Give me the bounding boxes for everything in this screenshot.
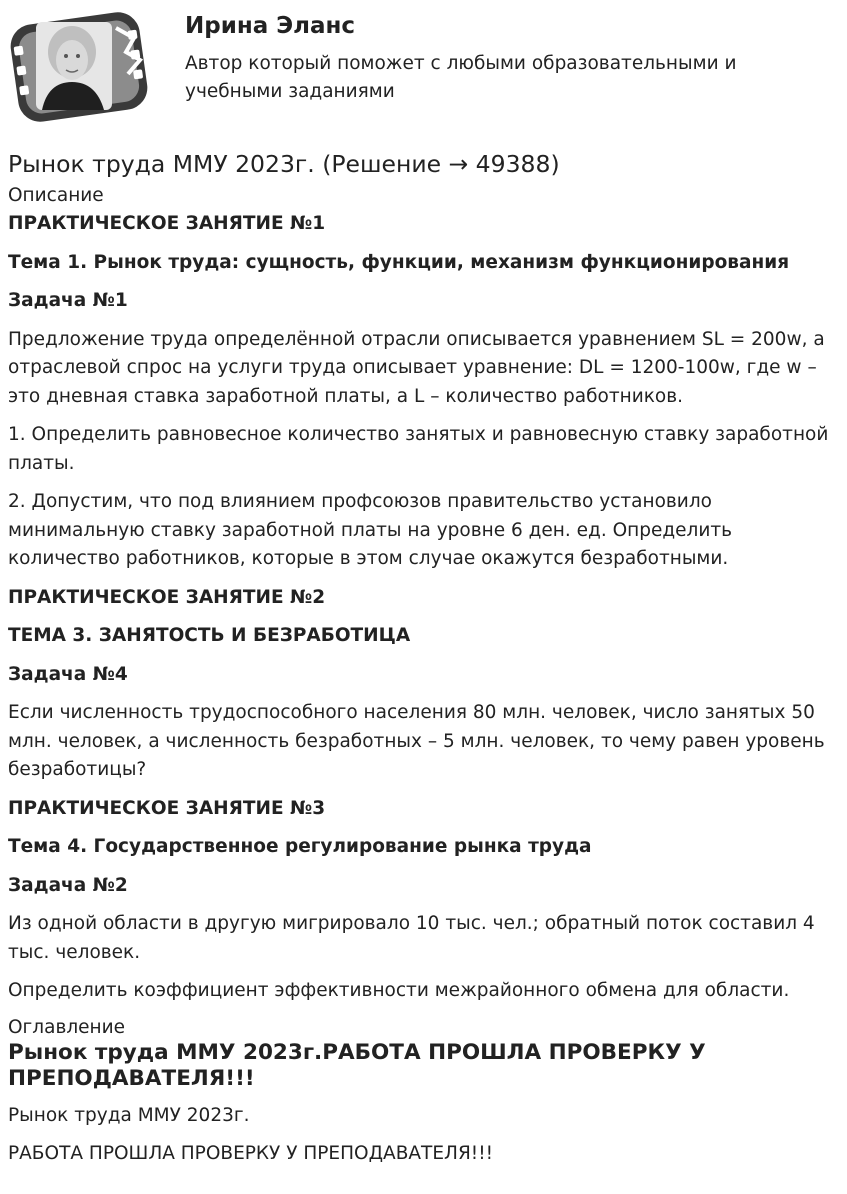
task-question-efficiency: Определить коэффициент эффективности межрайонного обмена для области. xyxy=(8,980,790,1001)
task-text-4: Если численность трудоспособного населения 80 млн. человек, число занятых 50 млн. человек, а численность безработных – 5 млн. человек, то чему равен уровень безработицы? xyxy=(8,702,825,780)
toc-label: Оглавление xyxy=(8,1016,126,1038)
practice-heading-1: ПРАКТИЧЕСКОЕ ЗАНЯТИЕ №1 xyxy=(8,213,326,234)
task-text-1: Предложение труда определённой отрасли описывается уравнением SL = 200w, а отраслевой спрос на услуги труда описывает уравнение: DL = 1200-100w, где w – это дневная ставка заработной платы, а L – количество работников. xyxy=(8,328,825,407)
document-content xyxy=(8,148,840,1179)
description-label: Описание xyxy=(8,185,104,206)
task-text-2: Из одной области в другую мигрировало 10 тыс. чел.; обратный поток составил 4 тыс. человек. xyxy=(8,913,815,963)
task-heading-2: Задача №2 xyxy=(8,874,128,896)
author-name: Ирина Эланс xyxy=(185,13,356,39)
topic-heading-1: Тема 1. Рынок труда: сущность, функции, механизм функционирования xyxy=(8,251,790,273)
author-header xyxy=(8,8,838,128)
topic-heading-3: ТЕМА 3. ЗАНЯТОСТЬ И БЕЗРАБОТИЦА xyxy=(8,625,411,646)
practice-heading-2: ПРАКТИЧЕСКОЕ ЗАНЯТИЕ №2 xyxy=(8,586,326,608)
task-heading-1: Задача №1 xyxy=(8,290,128,311)
author-avatar xyxy=(8,8,150,126)
task-heading-4: Задача №4 xyxy=(8,663,128,685)
practice-heading-3: ПРАКТИЧЕСКОЕ ЗАНЯТИЕ №3 xyxy=(8,797,326,819)
toc-line-2: РАБОТА ПРОШЛА ПРОВЕРКУ У ПРЕПОДАВАТЕЛЯ!!! xyxy=(8,1143,494,1164)
task-question-2: 2. Допустим, что под влиянием профсоюзов правительство установило минимальную ставку заработной платы на уровне 6 ден. ед. Определить количество работников, которые в этом случае окажутся безработными. xyxy=(8,491,733,569)
topic-heading-4: Тема 4. Государственное регулирование рынка труда xyxy=(8,836,592,857)
document-title: Рынок труда ММУ 2023г. (Решение → 49388) xyxy=(8,150,560,178)
toc-title: Рынок труда ММУ 2023г.РАБОТА ПРОШЛА ПРОВЕРКУ У ПРЕПОДАВАТЕЛЯ!!! xyxy=(8,1039,706,1091)
toc-line-1: Рынок труда ММУ 2023г. xyxy=(8,1104,250,1126)
task-question-1: 1. Определить равновесное количество занятых и равновесную ставку заработной платы. xyxy=(8,424,829,474)
author-description: Автор который поможет с любыми образовательными и учебными заданиями xyxy=(185,53,737,102)
